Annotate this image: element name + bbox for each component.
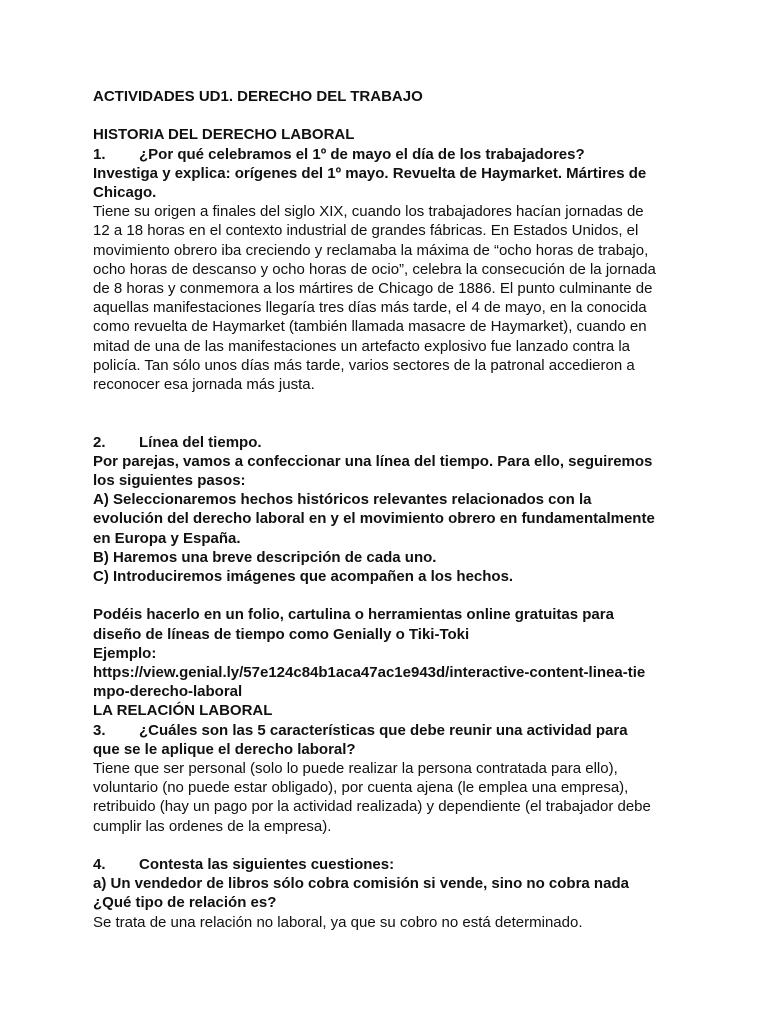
- answer-text: reconocer esa jornada más justa.: [93, 376, 315, 394]
- example-link[interactable]: mpo-derecho-laboral: [93, 683, 243, 701]
- answer-text: policía. Tan sólo unos días más tarde, varios sectores de la patronal accedieron a: [93, 356, 635, 374]
- answer-text: ocho horas de descanso y ocho horas de ocio”, celebra la consecución de la jornada: [93, 260, 656, 278]
- answer-text: cumplir las ordenes de la empresa).: [93, 817, 332, 835]
- question-heading: Contesta las siguientes cuestiones:: [139, 856, 395, 874]
- question-text: A) Seleccionaremos hechos históricos relevantes relacionados con la: [93, 491, 592, 509]
- answer-text: Tiene su origen a finales del siglo XIX, cuando los trabajadores hacían jornadas de: [93, 203, 644, 221]
- section-heading-relacion: LA RELACIÓN LABORAL: [93, 702, 273, 720]
- spacer: [93, 394, 728, 432]
- answer-text: de 8 horas y conmemora a los mártires de Chicago de 1886. El punto culminante de: [93, 280, 653, 298]
- answer-text: voluntario (no puede estar obligado), por cuenta ajena (le emplea una empresa),: [93, 779, 629, 797]
- question-text: ¿Cuáles son las 5 características que debe reunir una actividad para: [139, 721, 628, 739]
- question-number: 3.: [93, 721, 106, 739]
- spacer: [93, 106, 728, 125]
- question-1: [93, 145, 728, 164]
- question-text: Podéis hacerlo en un folio, cartulina o herramientas online gratuitas para: [93, 606, 614, 624]
- question-2: [93, 433, 728, 452]
- question-number: 2.: [93, 433, 106, 451]
- question-text: que se le aplique el derecho laboral?: [93, 740, 356, 758]
- question-text: Por parejas, vamos a confeccionar una línea del tiempo. Para ello, seguiremos: [93, 452, 653, 470]
- document-title: ACTIVIDADES UD1. DERECHO DEL TRABAJO: [93, 88, 423, 105]
- answer-text: mitad de una de las manifestaciones un artefacto explosivo fue lanzado contra la: [93, 337, 630, 355]
- question-3: [93, 721, 728, 740]
- question-text: Investiga y explica: orígenes del 1º mayo. Revuelta de Haymarket. Mártires de: [93, 164, 647, 182]
- question-heading: Línea del tiempo.: [139, 433, 262, 451]
- section-heading-historia: HISTORIA DEL DERECHO LABORAL: [93, 126, 355, 144]
- question-text: los siguientes pasos:: [93, 472, 246, 490]
- question-text: Chicago.: [93, 184, 157, 201]
- answer-text: movimiento obrero iba creciendo y reclamaba la máxima de “ocho horas de trabajo,: [93, 241, 649, 259]
- answer-text: Se trata de una relación no laboral, ya que su cobro no está determinado.: [93, 913, 583, 931]
- example-label: Ejemplo:: [93, 644, 157, 662]
- question-number: 1.: [93, 145, 106, 163]
- question-text: B) Haremos una breve descripción de cada uno.: [93, 548, 437, 566]
- answer-text: 12 a 18 horas en el contexto industrial de grandes fábricas. En Estados Unidos, el: [93, 222, 639, 240]
- question-text: ¿Por qué celebramos el 1º de mayo el día de los trabajadores?: [139, 145, 585, 163]
- question-number: 4.: [93, 856, 106, 874]
- answer-text: retribuido (hay un pago por la actividad realizada) y dependiente (el trabajador debe: [93, 798, 651, 816]
- question-text: diseño de líneas de tiempo como Genially o Tiki-Toki: [93, 625, 470, 643]
- example-link[interactable]: https://view.genial.ly/57e124c84b1aca47ac1e943d/interactive-content-linea-tie: [93, 664, 646, 682]
- question-text: C) Introduciremos imágenes que acompañen a los hechos.: [93, 568, 514, 586]
- answer-text: aquellas manifestaciones llegaría tres días más tarde, el 4 de mayo, en la conocida: [93, 299, 647, 317]
- answer-text: como revuelta de Haymarket (también llamada masacre de Haymarket), cuando en: [93, 318, 647, 336]
- spacer: [93, 586, 728, 605]
- question-text: en Europa y España.: [93, 529, 241, 547]
- question-text: a) Un vendedor de libros sólo cobra comisión si vende, sino no cobra nada: [93, 875, 629, 893]
- question-text: ¿Qué tipo de relación es?: [93, 894, 277, 912]
- question-4: [93, 855, 728, 874]
- answer-text: Tiene que ser personal (solo lo puede realizar la persona contratada para ello),: [93, 760, 618, 778]
- spacer: [93, 836, 728, 855]
- question-text: evolución del derecho laboral en y el movimiento obrero en fundamentalmente: [93, 510, 655, 528]
